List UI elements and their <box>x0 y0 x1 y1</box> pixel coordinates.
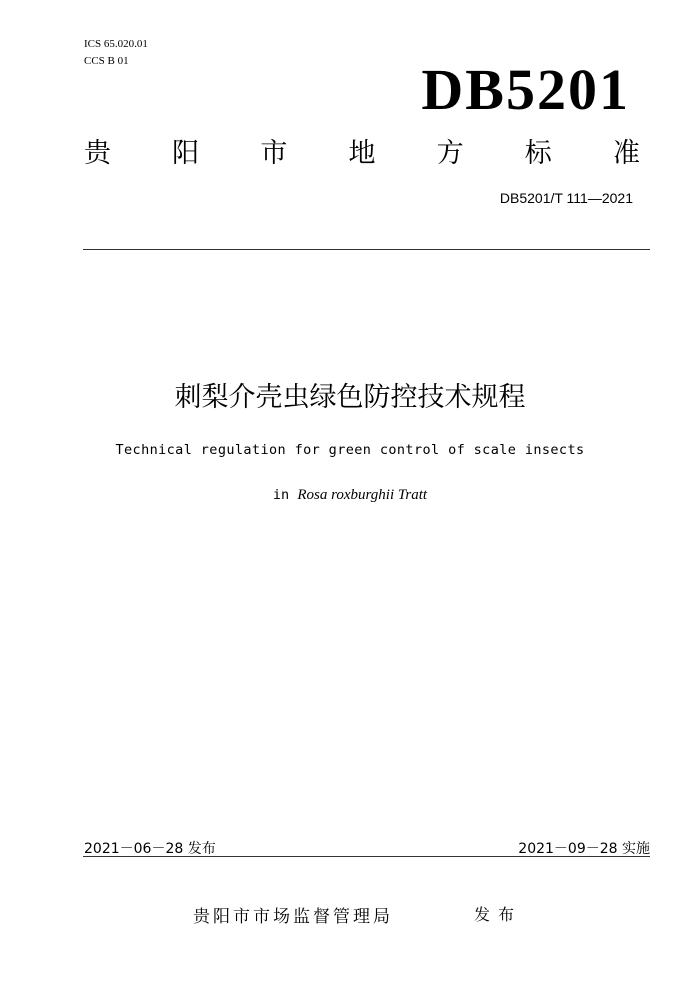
document-title-english-line1: Technical regulation for green control of scale insects <box>115 442 585 458</box>
standard-type-char: 方 <box>436 138 464 169</box>
ccs-code: CCS B 01 <box>84 55 129 67</box>
document-title-chinese: 刺梨介壳虫绿色防控技术规程 <box>174 382 526 413</box>
english-title-prefix: in <box>272 487 298 503</box>
issued-label: 发布 <box>474 905 523 924</box>
ics-code: ICS 65.020.01 <box>84 38 148 50</box>
standard-type-char: 标 <box>524 138 552 169</box>
standard-type-char: 地 <box>348 138 376 169</box>
standard-type-char: 贵 <box>84 138 111 169</box>
standard-type-char: 准 <box>612 138 640 169</box>
standard-type-char: 市 <box>260 138 288 169</box>
issuing-authority: 贵阳市市场监督管理局 <box>193 907 393 927</box>
standard-logo: DB5201 <box>421 57 630 122</box>
standard-type-char: 阳 <box>172 138 200 169</box>
classification-codes <box>84 36 148 70</box>
standard-number: DB5201/T 111—2021 <box>499 190 633 206</box>
document-title-english-line2 <box>0 487 700 504</box>
english-title-latin-name: Rosa roxburghii Tratt <box>297 487 428 503</box>
header-divider <box>83 249 650 250</box>
standard-type-title <box>84 136 640 172</box>
footer-divider <box>83 856 650 857</box>
implementation-date: 2021－09－28 实施 <box>518 841 650 857</box>
issue-date: 2021－06－28 发布 <box>84 841 216 857</box>
